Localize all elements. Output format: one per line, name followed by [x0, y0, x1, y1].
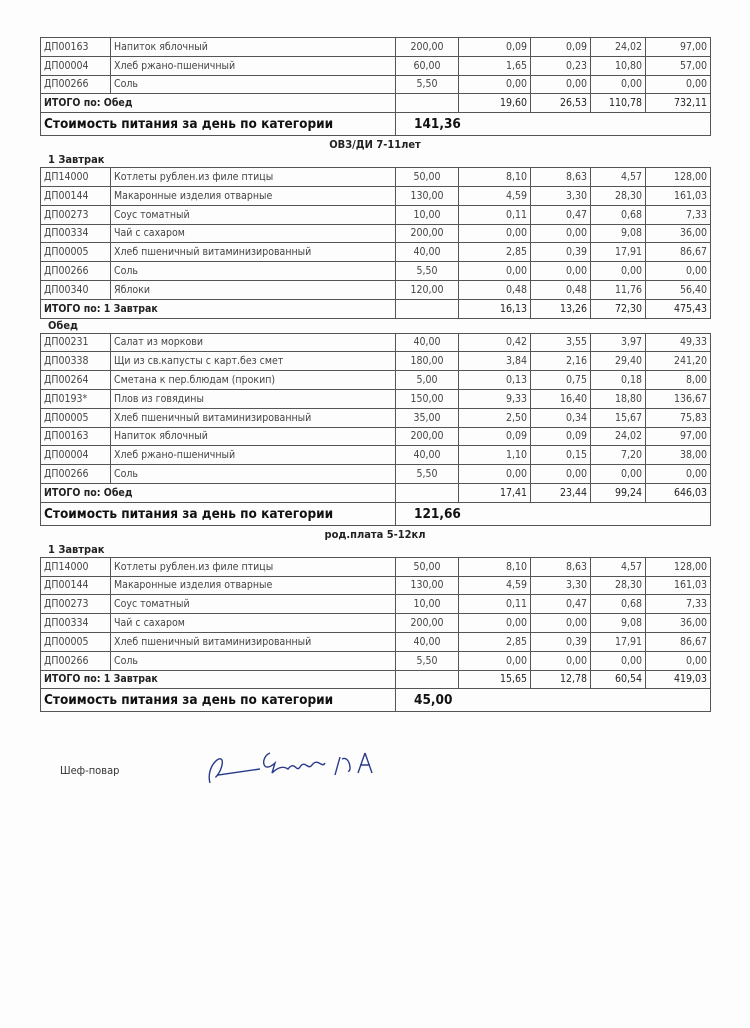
total-empty-cell — [396, 299, 459, 318]
proteins-cell: 9,33 — [459, 389, 531, 408]
table-row — [41, 280, 711, 299]
calories-cell: 161,03 — [646, 186, 711, 205]
portion-cell: 40,00 — [396, 632, 459, 651]
calories-cell: 0,00 — [646, 75, 711, 94]
fats-total: 23,44 — [531, 483, 591, 502]
calories-cell: 75,83 — [646, 408, 711, 427]
proteins-cell: 0,00 — [459, 75, 531, 94]
calories-total: 732,11 — [646, 94, 711, 113]
daily-cost-label: Стоимость питания за день по категории — [41, 502, 396, 525]
calories-cell: 86,67 — [646, 243, 711, 262]
calories-cell: 97,00 — [646, 38, 711, 57]
carbs-total: 60,54 — [591, 670, 646, 689]
portion-cell: 150,00 — [396, 389, 459, 408]
calories-cell: 128,00 — [646, 168, 711, 187]
meal-heading: Обед — [48, 318, 79, 332]
proteins-cell: 0,00 — [459, 465, 531, 484]
dish-code-cell: ДП0193* — [41, 389, 111, 408]
calories-cell: 36,00 — [646, 224, 711, 243]
dish-code-cell: ДП00334 — [41, 224, 111, 243]
portion-cell: 10,00 — [396, 595, 459, 614]
calories-total: 646,03 — [646, 483, 711, 502]
table-row — [41, 446, 711, 465]
table-row — [41, 333, 711, 352]
portion-cell: 200,00 — [396, 224, 459, 243]
portion-cell: 120,00 — [396, 280, 459, 299]
proteins-cell: 4,59 — [459, 576, 531, 595]
fats-cell: 0,48 — [531, 280, 591, 299]
dish-name-cell: Хлеб пшеничный витаминизированный — [111, 408, 396, 427]
menu-table — [40, 557, 711, 713]
fats-cell: 0,47 — [531, 205, 591, 224]
carbs-cell: 0,00 — [591, 262, 646, 281]
carbs-cell: 0,68 — [591, 205, 646, 224]
portion-cell: 5,50 — [396, 262, 459, 281]
portion-cell: 130,00 — [396, 186, 459, 205]
portion-cell: 5,00 — [396, 371, 459, 390]
fats-cell: 0,00 — [531, 614, 591, 633]
proteins-cell: 0,00 — [459, 224, 531, 243]
dish-code-cell: ДП14000 — [41, 168, 111, 187]
proteins-total: 19,60 — [459, 94, 531, 113]
portion-cell: 5,50 — [396, 75, 459, 94]
calories-cell: 0,00 — [646, 651, 711, 670]
fats-cell: 0,09 — [531, 38, 591, 57]
fats-cell: 0,00 — [531, 75, 591, 94]
portion-cell: 35,00 — [396, 408, 459, 427]
dish-code-cell: ДП00163 — [41, 427, 111, 446]
carbs-total: 72,30 — [591, 299, 646, 318]
daily-cost-row — [41, 689, 711, 712]
fats-cell: 0,39 — [531, 243, 591, 262]
dish-code-cell: ДП00266 — [41, 262, 111, 281]
proteins-cell: 2,50 — [459, 408, 531, 427]
dish-code-cell: ДП00005 — [41, 243, 111, 262]
calories-cell: 241,20 — [646, 352, 711, 371]
proteins-cell: 3,84 — [459, 352, 531, 371]
fats-total: 13,26 — [531, 299, 591, 318]
carbs-cell: 0,18 — [591, 371, 646, 390]
dish-name-cell: Соль — [111, 262, 396, 281]
dish-code-cell: ДП00264 — [41, 371, 111, 390]
total-row — [41, 94, 711, 113]
dish-name-cell: Плов из говядины — [111, 389, 396, 408]
dish-name-cell: Напиток яблочный — [111, 427, 396, 446]
calories-cell: 38,00 — [646, 446, 711, 465]
fats-cell: 0,39 — [531, 632, 591, 651]
carbs-cell: 7,20 — [591, 446, 646, 465]
total-row — [41, 299, 711, 318]
proteins-cell: 0,09 — [459, 427, 531, 446]
total-label: ИТОГО по: 1 Завтрак — [41, 670, 396, 689]
dish-code-cell: ДП00231 — [41, 333, 111, 352]
calories-total: 475,43 — [646, 299, 711, 318]
dish-name-cell: Макаронные изделия отварные — [111, 576, 396, 595]
carbs-cell: 11,76 — [591, 280, 646, 299]
proteins-cell: 0,11 — [459, 595, 531, 614]
dish-name-cell: Котлеты рублен.из филе птицы — [111, 557, 396, 576]
calories-cell: 161,03 — [646, 576, 711, 595]
proteins-cell: 0,48 — [459, 280, 531, 299]
carbs-cell: 0,00 — [591, 75, 646, 94]
proteins-total: 17,41 — [459, 483, 531, 502]
calories-cell: 57,00 — [646, 56, 711, 75]
dish-code-cell: ДП14000 — [41, 557, 111, 576]
dish-code-cell: ДП00144 — [41, 186, 111, 205]
menu-table — [40, 37, 711, 136]
dish-code-cell: ДП00266 — [41, 465, 111, 484]
proteins-cell: 8,10 — [459, 557, 531, 576]
proteins-total: 15,65 — [459, 670, 531, 689]
table-row — [41, 262, 711, 281]
portion-cell: 50,00 — [396, 557, 459, 576]
carbs-cell: 24,02 — [591, 38, 646, 57]
table-row — [41, 465, 711, 484]
dish-code-cell: ДП00266 — [41, 651, 111, 670]
carbs-cell: 28,30 — [591, 186, 646, 205]
carbs-cell: 28,30 — [591, 576, 646, 595]
total-empty-cell — [396, 94, 459, 113]
daily-cost-value: 121,66 — [396, 502, 711, 525]
fats-cell: 0,34 — [531, 408, 591, 427]
portion-cell: 40,00 — [396, 333, 459, 352]
dish-name-cell: Хлеб пшеничный витаминизированный — [111, 632, 396, 651]
fats-total: 12,78 — [531, 670, 591, 689]
fats-cell: 0,09 — [531, 427, 591, 446]
calories-cell: 8,00 — [646, 371, 711, 390]
portion-cell: 5,50 — [396, 651, 459, 670]
calories-cell: 56,40 — [646, 280, 711, 299]
dish-name-cell: Чай с сахаром — [111, 224, 396, 243]
fats-cell: 8,63 — [531, 168, 591, 187]
carbs-cell: 0,00 — [591, 651, 646, 670]
daily-cost-label: Стоимость питания за день по категории — [41, 689, 396, 712]
table-row — [41, 651, 711, 670]
carbs-cell: 4,57 — [591, 168, 646, 187]
proteins-cell: 1,10 — [459, 446, 531, 465]
dish-code-cell: ДП00004 — [41, 446, 111, 465]
carbs-cell: 24,02 — [591, 427, 646, 446]
dish-name-cell: Котлеты рублен.из филе птицы — [111, 168, 396, 187]
proteins-cell: 2,85 — [459, 632, 531, 651]
calories-cell: 36,00 — [646, 614, 711, 633]
proteins-cell: 0,11 — [459, 205, 531, 224]
fats-cell: 0,23 — [531, 56, 591, 75]
proteins-cell: 0,00 — [459, 262, 531, 281]
calories-cell: 136,67 — [646, 389, 711, 408]
proteins-cell: 0,00 — [459, 651, 531, 670]
portion-cell: 5,50 — [396, 465, 459, 484]
meal-heading: 1 Завтрак — [48, 153, 105, 167]
proteins-cell: 0,13 — [459, 371, 531, 390]
carbs-total: 99,24 — [591, 483, 646, 502]
table-row — [41, 352, 711, 371]
daily-cost-row — [41, 113, 711, 136]
carbs-cell: 9,08 — [591, 224, 646, 243]
proteins-cell: 4,59 — [459, 186, 531, 205]
carbs-total: 110,78 — [591, 94, 646, 113]
dish-name-cell: Соль — [111, 465, 396, 484]
carbs-cell: 15,67 — [591, 408, 646, 427]
portion-cell: 60,00 — [396, 56, 459, 75]
fats-cell: 0,00 — [531, 224, 591, 243]
proteins-cell: 0,42 — [459, 333, 531, 352]
fats-cell: 8,63 — [531, 557, 591, 576]
calories-cell: 7,33 — [646, 205, 711, 224]
portion-cell: 10,00 — [396, 205, 459, 224]
meal-heading: 1 Завтрак — [48, 542, 105, 556]
fats-cell: 0,00 — [531, 262, 591, 281]
table-row — [41, 371, 711, 390]
carbs-cell: 10,80 — [591, 56, 646, 75]
table-row — [41, 614, 711, 633]
daily-cost-value: 45,00 — [396, 689, 711, 712]
fats-cell: 3,30 — [531, 576, 591, 595]
portion-cell: 50,00 — [396, 168, 459, 187]
dish-name-cell: Хлеб ржано-пшеничный — [111, 446, 396, 465]
total-empty-cell — [396, 483, 459, 502]
dish-code-cell: ДП00005 — [41, 632, 111, 651]
dish-code-cell: ДП00005 — [41, 408, 111, 427]
portion-cell: 200,00 — [396, 427, 459, 446]
dish-code-cell: ДП00340 — [41, 280, 111, 299]
fats-cell: 16,40 — [531, 389, 591, 408]
portion-cell: 130,00 — [396, 576, 459, 595]
calories-total: 419,03 — [646, 670, 711, 689]
dish-code-cell: ДП00334 — [41, 614, 111, 633]
fats-total: 26,53 — [531, 94, 591, 113]
dish-code-cell: ДП00266 — [41, 75, 111, 94]
calories-cell: 128,00 — [646, 557, 711, 576]
table-row — [41, 243, 711, 262]
fats-cell: 0,15 — [531, 446, 591, 465]
total-label: ИТОГО по: 1 Завтрак — [41, 299, 396, 318]
table-row — [41, 576, 711, 595]
proteins-cell: 8,10 — [459, 168, 531, 187]
table-row — [41, 389, 711, 408]
table-row — [41, 186, 711, 205]
carbs-cell: 17,91 — [591, 632, 646, 651]
carbs-cell: 18,80 — [591, 389, 646, 408]
total-label: ИТОГО по: Обед — [41, 94, 396, 113]
dish-code-cell: ДП00004 — [41, 56, 111, 75]
table-row — [41, 224, 711, 243]
total-label: ИТОГО по: Обед — [41, 483, 396, 502]
table-row — [41, 75, 711, 94]
portion-cell: 40,00 — [396, 446, 459, 465]
proteins-cell: 0,09 — [459, 38, 531, 57]
carbs-cell: 3,97 — [591, 333, 646, 352]
category-heading: род.плата 5-12кл — [324, 527, 426, 541]
daily-cost-value: 141,36 — [396, 113, 711, 136]
portion-cell: 200,00 — [396, 38, 459, 57]
dish-code-cell: ДП00273 — [41, 205, 111, 224]
dish-name-cell: Хлеб пшеничный витаминизированный — [111, 243, 396, 262]
carbs-cell: 0,00 — [591, 465, 646, 484]
fats-cell: 0,75 — [531, 371, 591, 390]
dish-code-cell: ДП00273 — [41, 595, 111, 614]
total-empty-cell — [396, 670, 459, 689]
chef-label: Шеф-повар — [60, 764, 120, 777]
carbs-cell: 4,57 — [591, 557, 646, 576]
fats-cell: 0,47 — [531, 595, 591, 614]
portion-cell: 40,00 — [396, 243, 459, 262]
table-row — [41, 408, 711, 427]
carbs-cell: 0,68 — [591, 595, 646, 614]
calories-cell: 49,33 — [646, 333, 711, 352]
table-row — [41, 557, 711, 576]
dish-name-cell: Яблоки — [111, 280, 396, 299]
fats-cell: 3,55 — [531, 333, 591, 352]
total-row — [41, 483, 711, 502]
dish-name-cell: Соль — [111, 75, 396, 94]
dish-name-cell: Макаронные изделия отварные — [111, 186, 396, 205]
daily-cost-row — [41, 502, 711, 525]
carbs-cell: 17,91 — [591, 243, 646, 262]
dish-name-cell: Напиток яблочный — [111, 38, 396, 57]
fats-cell: 3,30 — [531, 186, 591, 205]
table-row — [41, 427, 711, 446]
dish-code-cell: ДП00338 — [41, 352, 111, 371]
dish-name-cell: Сметана к пер.блюдам (прокип) — [111, 371, 396, 390]
fats-cell: 0,00 — [531, 465, 591, 484]
menu-table — [40, 333, 711, 526]
calories-cell: 97,00 — [646, 427, 711, 446]
proteins-cell: 1,65 — [459, 56, 531, 75]
menu-table — [40, 167, 711, 318]
dish-name-cell: Салат из моркови — [111, 333, 396, 352]
proteins-total: 16,13 — [459, 299, 531, 318]
category-heading: ОВЗ/ДИ 7-11лет — [329, 138, 421, 152]
calories-cell: 7,33 — [646, 595, 711, 614]
dish-name-cell: Соус томатный — [111, 205, 396, 224]
table-row — [41, 38, 711, 57]
dish-name-cell: Чай с сахаром — [111, 614, 396, 633]
calories-cell: 0,00 — [646, 465, 711, 484]
dish-code-cell: ДП00163 — [41, 38, 111, 57]
table-row — [41, 632, 711, 651]
daily-cost-label: Стоимость питания за день по категории — [41, 113, 396, 136]
calories-cell: 86,67 — [646, 632, 711, 651]
fats-cell: 2,16 — [531, 352, 591, 371]
calories-cell: 0,00 — [646, 262, 711, 281]
table-row — [41, 56, 711, 75]
signature — [200, 745, 400, 790]
total-row — [41, 670, 711, 689]
carbs-cell: 9,08 — [591, 614, 646, 633]
dish-name-cell: Соль — [111, 651, 396, 670]
carbs-cell: 29,40 — [591, 352, 646, 371]
portion-cell: 180,00 — [396, 352, 459, 371]
table-row — [41, 595, 711, 614]
table-row — [41, 168, 711, 187]
proteins-cell: 2,85 — [459, 243, 531, 262]
portion-cell: 200,00 — [396, 614, 459, 633]
dish-name-cell: Щи из св.капусты с карт.без смет — [111, 352, 396, 371]
fats-cell: 0,00 — [531, 651, 591, 670]
dish-name-cell: Соус томатный — [111, 595, 396, 614]
table-row — [41, 205, 711, 224]
dish-code-cell: ДП00144 — [41, 576, 111, 595]
dish-name-cell: Хлеб ржано-пшеничный — [111, 56, 396, 75]
proteins-cell: 0,00 — [459, 614, 531, 633]
